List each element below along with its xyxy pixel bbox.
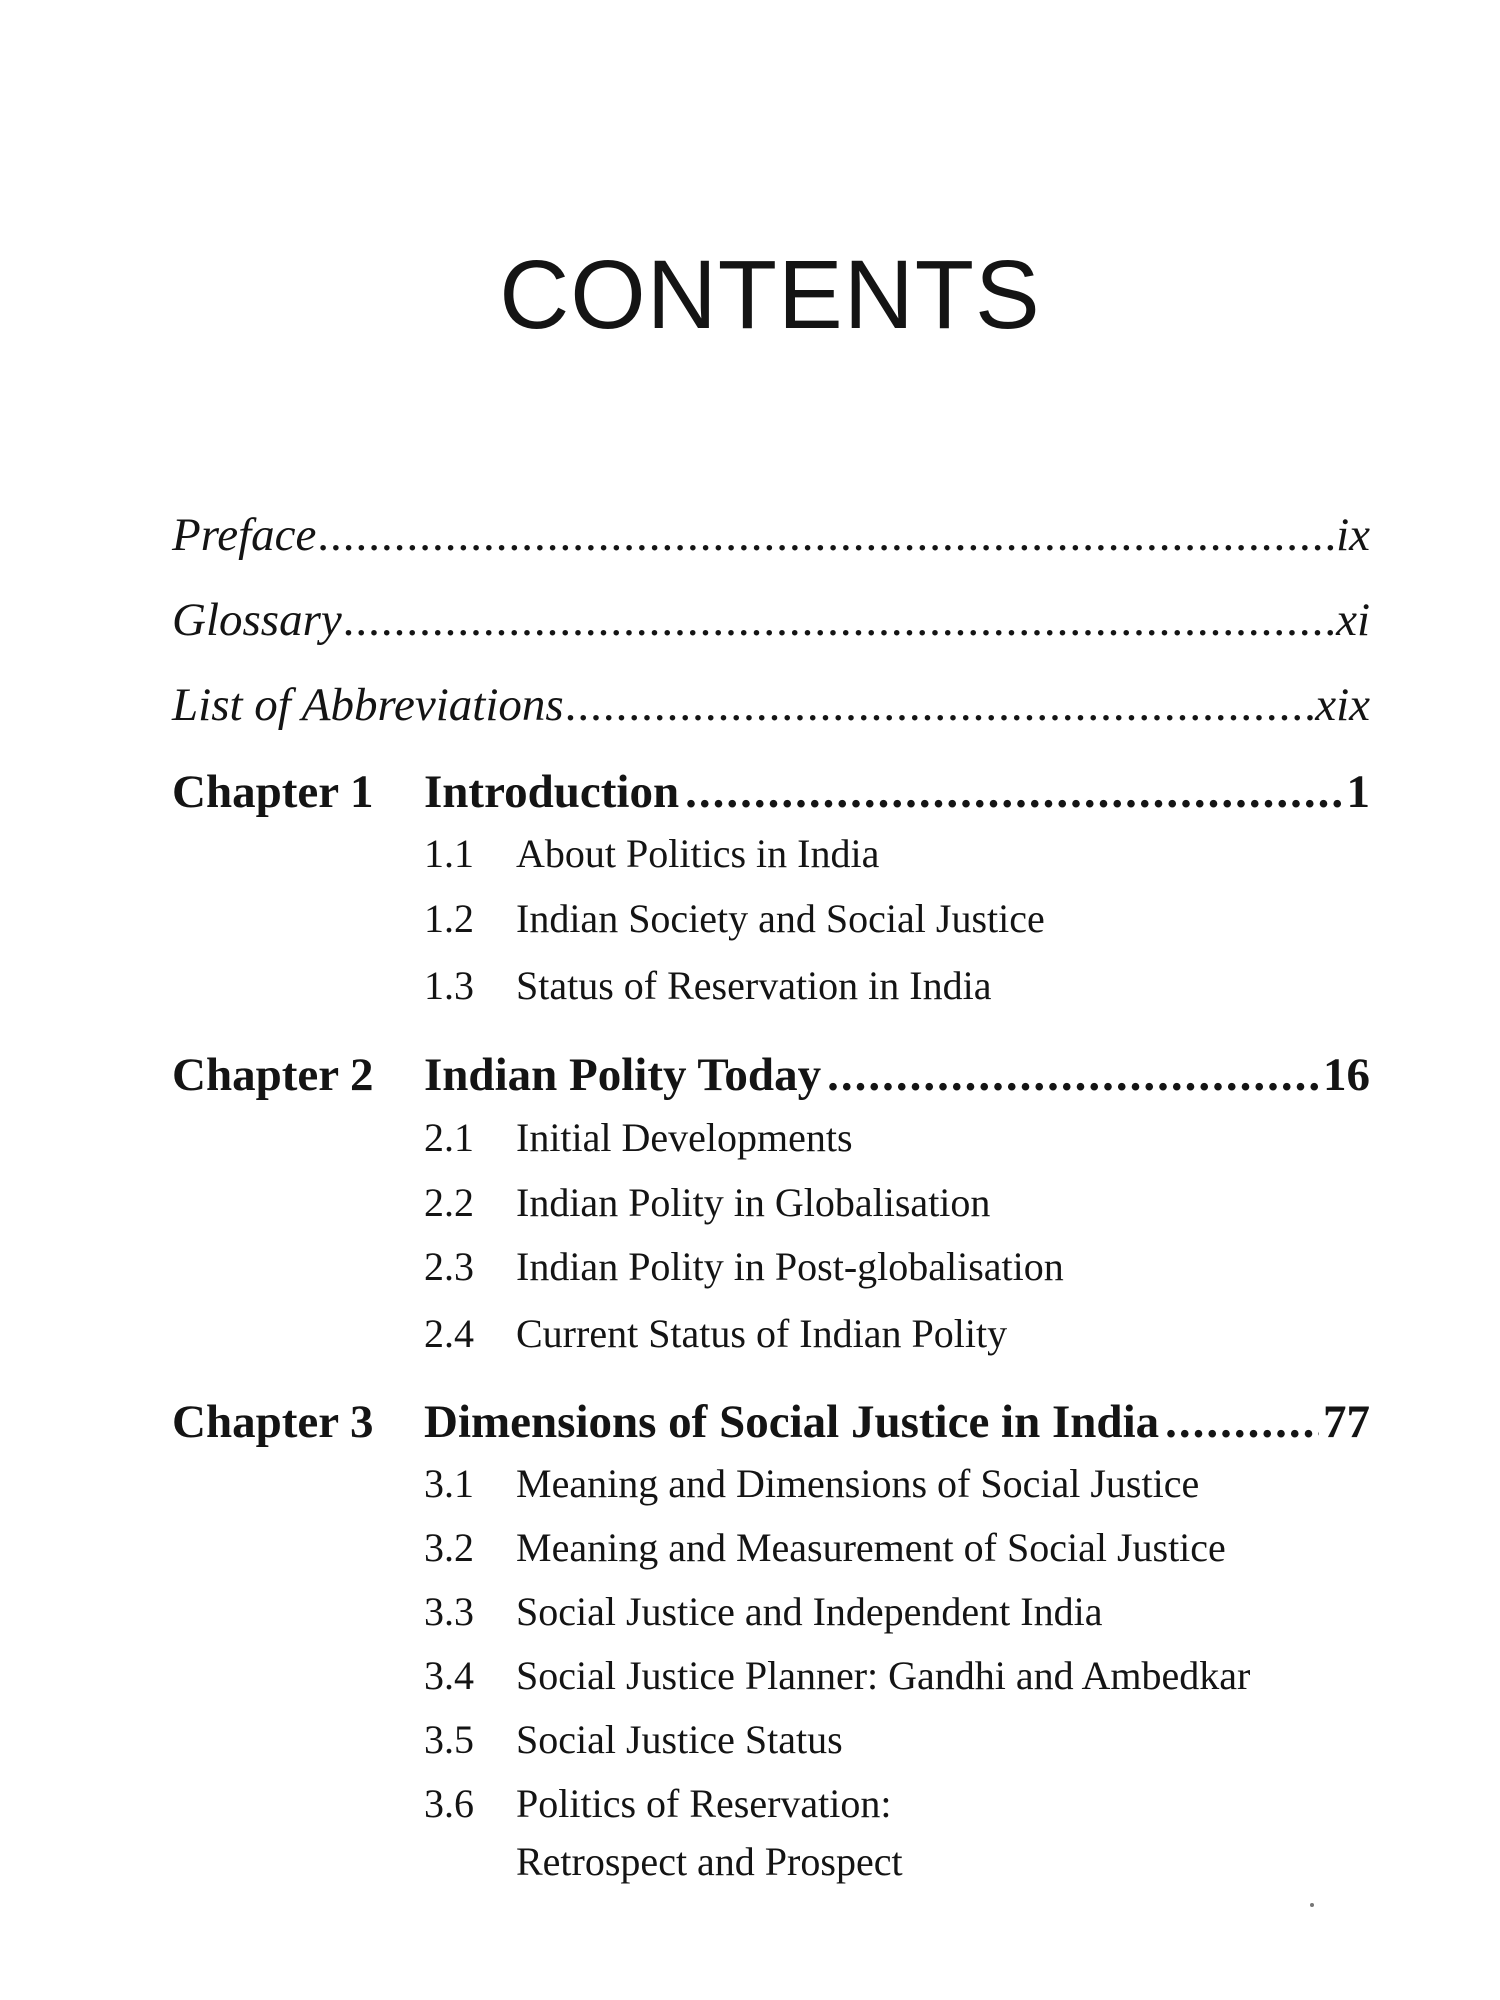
chapter-title: Indian Polity Today xyxy=(424,1049,822,1101)
toc-section-3-4[interactable] xyxy=(424,1647,1370,1705)
toc-section-3-5[interactable] xyxy=(424,1711,1370,1769)
dot-leader xyxy=(1165,1392,1319,1452)
chapter-page: 77 xyxy=(1323,1396,1370,1448)
chapter-page: 16 xyxy=(1323,1049,1370,1101)
section-title: Status of Reservation in India xyxy=(516,963,992,1008)
section-title: Indian Polity in Post-globalisation xyxy=(516,1244,1064,1289)
section-title: About Politics in India xyxy=(516,831,880,876)
section-title: Social Justice Planner: Gandhi and Ambedkar xyxy=(516,1653,1251,1698)
page-title: CONTENTS xyxy=(499,240,1041,349)
toc-chapter-1[interactable] xyxy=(172,762,1370,822)
dot-leader xyxy=(344,590,1334,650)
section-number: 3.5 xyxy=(424,1717,474,1762)
toc-entry-preface[interactable] xyxy=(172,505,1370,565)
section-title: Initial Developments xyxy=(516,1115,853,1160)
toc-section-3-3[interactable] xyxy=(424,1583,1370,1641)
section-number: 3.6 xyxy=(424,1781,474,1826)
toc-section-3-6[interactable] xyxy=(424,1775,1064,1891)
toc-entry-glossary[interactable] xyxy=(172,590,1370,650)
dot-leader xyxy=(318,505,1334,565)
toc-chapter-2[interactable] xyxy=(172,1045,1370,1105)
chapter-title: Introduction xyxy=(424,766,680,818)
toc-section-1-3[interactable] xyxy=(424,957,1370,1015)
section-title: Social Justice Status xyxy=(516,1717,843,1762)
section-title: Meaning and Measurement of Social Justice xyxy=(516,1525,1226,1570)
toc-entry-list-of-abbreviations[interactable] xyxy=(172,675,1370,735)
entry-label: List of Abbreviations xyxy=(172,679,564,731)
scan-speck xyxy=(1310,1903,1314,1907)
toc-chapter-3[interactable] xyxy=(172,1392,1370,1452)
section-title: Social Justice and Independent India xyxy=(516,1589,1103,1634)
section-number: 1.2 xyxy=(424,896,474,941)
toc-section-3-2[interactable] xyxy=(424,1519,1370,1577)
toc-section-1-2[interactable] xyxy=(424,890,1370,948)
section-number: 3.1 xyxy=(424,1461,474,1506)
toc-section-2-3[interactable] xyxy=(424,1238,1370,1296)
entry-label: Preface xyxy=(172,509,317,561)
dot-leader xyxy=(566,675,1314,735)
section-title: Indian Society and Social Justice xyxy=(516,896,1045,941)
toc-section-1-1[interactable] xyxy=(424,825,1370,883)
chapter-label: Chapter 1 xyxy=(172,766,374,818)
toc-section-2-4[interactable] xyxy=(424,1305,1370,1363)
section-number: 3.4 xyxy=(424,1653,474,1698)
dot-leader xyxy=(827,1045,1319,1105)
chapter-label: Chapter 2 xyxy=(172,1049,374,1101)
entry-page: xi xyxy=(1336,594,1370,646)
section-title: Politics of Reservation: Retrospect and Prospect xyxy=(516,1781,903,1884)
toc-section-2-2[interactable] xyxy=(424,1174,1370,1232)
section-number: 1.3 xyxy=(424,963,474,1008)
section-title: Meaning and Dimensions of Social Justice xyxy=(516,1461,1200,1506)
section-number: 2.1 xyxy=(424,1115,474,1160)
section-title: Indian Polity in Globalisation xyxy=(516,1180,991,1225)
section-number: 2.3 xyxy=(424,1244,474,1289)
chapter-title: Dimensions of Social Justice in India xyxy=(424,1396,1160,1448)
dot-leader xyxy=(685,762,1342,822)
section-number: 2.4 xyxy=(424,1311,474,1356)
toc-section-2-1[interactable] xyxy=(424,1109,1370,1167)
entry-page: xix xyxy=(1315,679,1370,731)
section-number: 3.3 xyxy=(424,1589,474,1634)
section-number: 3.2 xyxy=(424,1525,474,1570)
section-number: 1.1 xyxy=(424,831,474,876)
section-title: Current Status of Indian Polity xyxy=(516,1311,1008,1356)
chapter-page: 1 xyxy=(1346,766,1370,818)
entry-page: ix xyxy=(1336,509,1370,561)
toc-section-3-1[interactable] xyxy=(424,1455,1370,1513)
chapter-label: Chapter 3 xyxy=(172,1396,374,1448)
section-number: 2.2 xyxy=(424,1180,474,1225)
entry-label: Glossary xyxy=(172,594,342,646)
